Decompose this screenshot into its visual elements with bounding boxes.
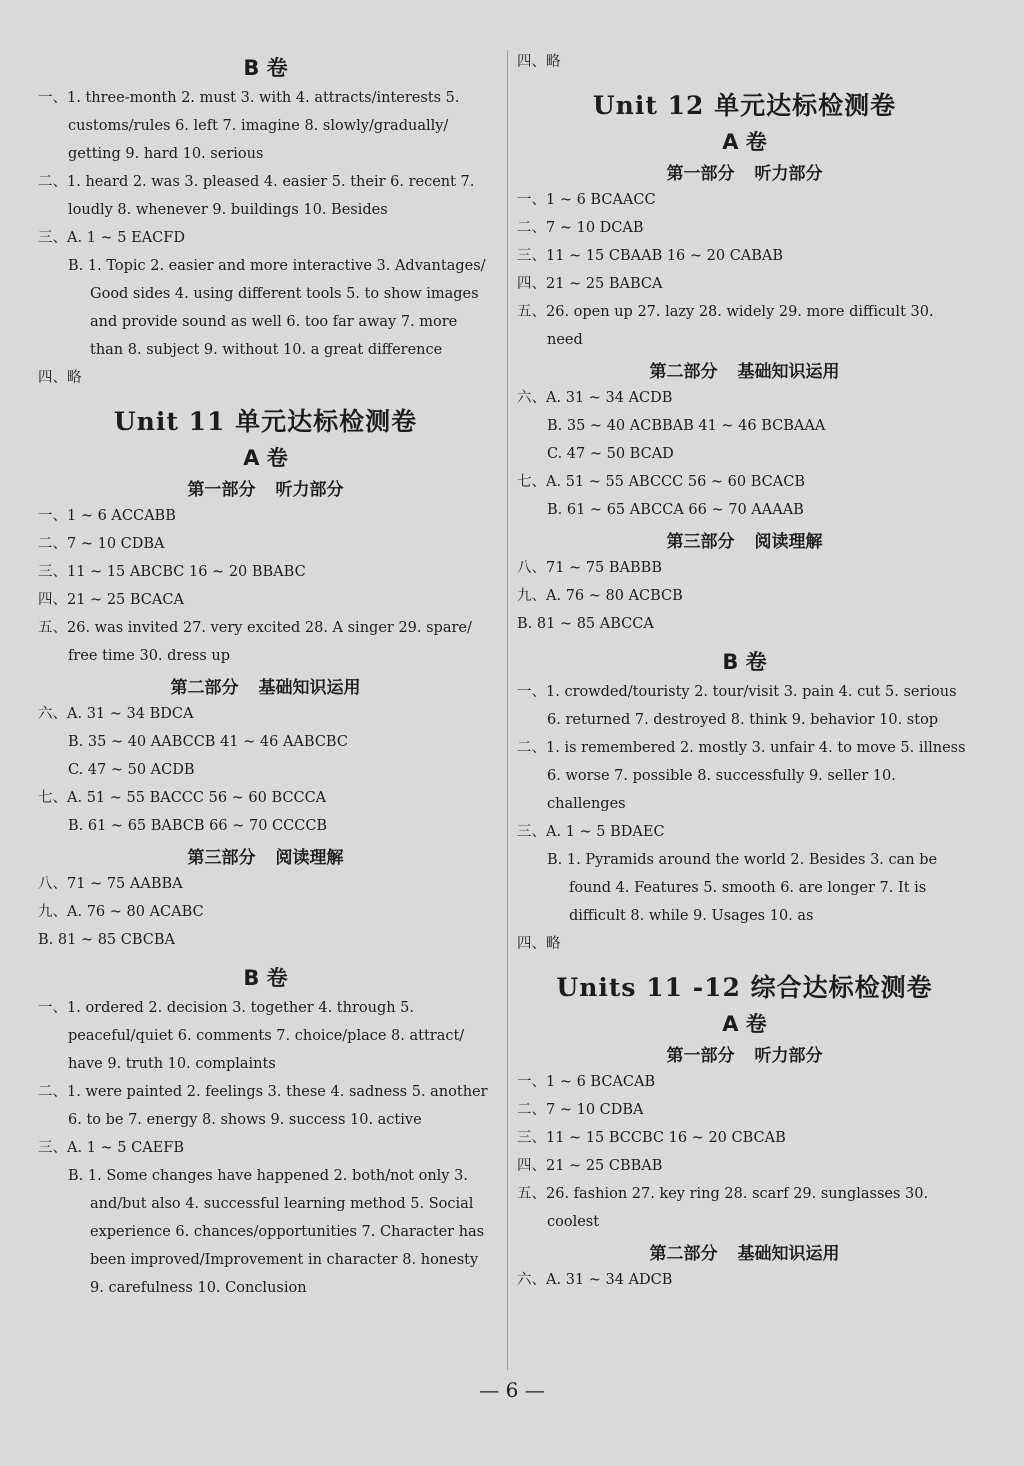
answer-line: 九、A. 76 ~ 80 ACBCB <box>517 588 683 604</box>
column-divider <box>507 50 508 1370</box>
part-heading: 第三部分 阅读理解 <box>666 532 823 552</box>
answer-line: 一、1. crowded/touristy 2. tour/visit 3. pain 4. cut 5. serious 6. returned 7. destroyed 8. think 9. behavior 10. stop <box>517 684 957 728</box>
part-heading: 第二部分 基础知识运用 <box>170 678 361 698</box>
answer-line: 一、1. three-month 2. must 3. with 4. attracts/interests 5. customs/rules 6. left 7. imagine 8. slowly/gradually/ getting 9. hard 10. serious <box>38 90 460 162</box>
answer-line: B. 35 ~ 40 ACBBAB 41 ~ 46 BCBAAA <box>547 418 826 434</box>
a-paper-title: A 卷 <box>722 130 767 154</box>
answer-line: 一、1. ordered 2. decision 3. together 4. through 5. peaceful/quiet 6. comments 7. choice/place 8. attract/ have 9. truth 10. complaints <box>38 1000 465 1072</box>
b-paper-title: B 卷 <box>243 56 288 80</box>
answer-line: 一、1 ~ 6 ACCABB <box>38 508 176 524</box>
answer-line: 五、26. fashion 27. key ring 28. scarf 29. sunglasses 30. coolest <box>517 1186 929 1230</box>
answer-line: 二、7 ~ 10 CDBA <box>38 536 165 552</box>
answer-line: 三、A. 1 ~ 5 CAEFB <box>38 1140 184 1156</box>
answer-line: 六、A. 31 ~ 34 ACDB <box>517 390 673 406</box>
part-heading: 第二部分 基础知识运用 <box>649 362 840 382</box>
answer-line: 六、A. 31 ~ 34 BDCA <box>38 706 194 722</box>
answer-line: 二、1. heard 2. was 3. pleased 4. easier 5. their 6. recent 7. loudly 8. whenever 9. buildings 10. Besides <box>38 174 475 218</box>
part-heading: 第一部分 听力部分 <box>666 164 823 184</box>
answer-line: 四、21 ~ 25 BCACA <box>38 592 184 608</box>
unit-title: Units 11 -12 综合达标检测卷 <box>556 973 933 1002</box>
answer-line: B. 61 ~ 65 BABCB 66 ~ 70 CCCCB <box>68 818 328 834</box>
page-number: — 6 — <box>479 1378 545 1402</box>
answer-line: B. 1. Some changes have happened 2. both/not only 3. and/but also 4. successful learning method 5. Social experience 6. chances/opportunities 7. Character has been improved/Improvement in character 8. honesty 9. carefulness 10. Conclusion <box>68 1168 485 1296</box>
part-heading: 第二部分 基础知识运用 <box>649 1244 840 1264</box>
answer-line: 四、21 ~ 25 CBBAB <box>517 1158 663 1174</box>
answer-line: C. 47 ~ 50 BCAD <box>547 446 674 462</box>
answer-line: 二、7 ~ 10 CDBA <box>517 1102 644 1118</box>
a-paper-title: A 卷 <box>243 446 288 470</box>
answer-line: 二、7 ~ 10 DCAB <box>517 220 644 236</box>
answer-line: B. 35 ~ 40 AABCCB 41 ~ 46 AABCBC <box>68 734 348 750</box>
answer-line: 二、1. were painted 2. feelings 3. these 4. sadness 5. another 6. to be 7. energy 8. shows 9. success 10. active <box>38 1084 488 1128</box>
answer-line: 二、1. is remembered 2. mostly 3. unfair 4. to move 5. illness 6. worse 7. possible 8. successfully 9. seller 10. challenges <box>517 740 966 812</box>
answer-line: B. 61 ~ 65 ABCCA 66 ~ 70 AAAAB <box>547 502 804 518</box>
answer-line: 八、71 ~ 75 AABBA <box>38 876 183 892</box>
answer-line: B. 1. Pyramids around the world 2. Besides 3. can be found 4. Features 5. smooth 6. are longer 7. It is difficult 8. while 9. Usages 10. as <box>547 852 938 924</box>
answer-line: 一、1 ~ 6 BCAACC <box>517 192 656 208</box>
answer-line: 四、略 <box>38 370 82 386</box>
answer-line: B. 1. Topic 2. easier and more interactive 3. Advantages/ Good sides 4. using different tools 5. to show images and provide sound as well 6. too far away 7. more than 8. subject 9. without 10. a great difference <box>68 258 486 358</box>
answer-line: 五、26. open up 27. lazy 28. widely 29. more difficult 30. need <box>517 304 934 348</box>
b-paper-title: B 卷 <box>722 650 767 674</box>
answer-line: C. 47 ~ 50 ACDB <box>68 762 195 778</box>
part-heading: 第一部分 听力部分 <box>666 1046 823 1066</box>
left-column <box>38 48 493 1302</box>
answer-line: 一、1 ~ 6 BCACAB <box>517 1074 656 1090</box>
answer-line: 四、略 <box>517 54 561 70</box>
answer-line: 九、A. 76 ~ 80 ACABC <box>38 904 204 920</box>
right-column <box>517 48 972 1294</box>
answer-line: 三、A. 1 ~ 5 EACFD <box>38 230 185 246</box>
answer-line: 三、A. 1 ~ 5 BDAEC <box>517 824 665 840</box>
answer-line: 五、26. was invited 27. very excited 28. A singer 29. spare/ free time 30. dress up <box>38 620 472 664</box>
part-heading: 第三部分 阅读理解 <box>187 848 344 868</box>
answer-line: 四、略 <box>517 936 561 952</box>
unit-title: Unit 11 单元达标检测卷 <box>113 407 418 436</box>
answer-line: 三、11 ~ 15 ABCBC 16 ~ 20 BBABC <box>38 564 306 580</box>
answer-line: 七、A. 51 ~ 55 ABCCC 56 ~ 60 BCACB <box>517 474 805 490</box>
answer-line: 八、71 ~ 75 BABBB <box>517 560 662 576</box>
unit-title: Unit 12 单元达标检测卷 <box>592 91 897 120</box>
answer-line: B. 81 ~ 85 CBCBA <box>38 932 175 948</box>
answer-line: 三、11 ~ 15 CBAAB 16 ~ 20 CABAB <box>517 248 784 264</box>
answer-line: 三、11 ~ 15 BCCBC 16 ~ 20 CBCAB <box>517 1130 786 1146</box>
answer-line: 七、A. 51 ~ 55 BACCC 56 ~ 60 BCCCA <box>38 790 327 806</box>
answer-line: 六、A. 31 ~ 34 ADCB <box>517 1272 673 1288</box>
b-paper-title: B 卷 <box>243 966 288 990</box>
answer-line: B. 81 ~ 85 ABCCA <box>517 616 654 632</box>
answer-line: 四、21 ~ 25 BABCA <box>517 276 663 292</box>
a-paper-title: A 卷 <box>722 1012 767 1036</box>
part-heading: 第一部分 听力部分 <box>187 480 344 500</box>
